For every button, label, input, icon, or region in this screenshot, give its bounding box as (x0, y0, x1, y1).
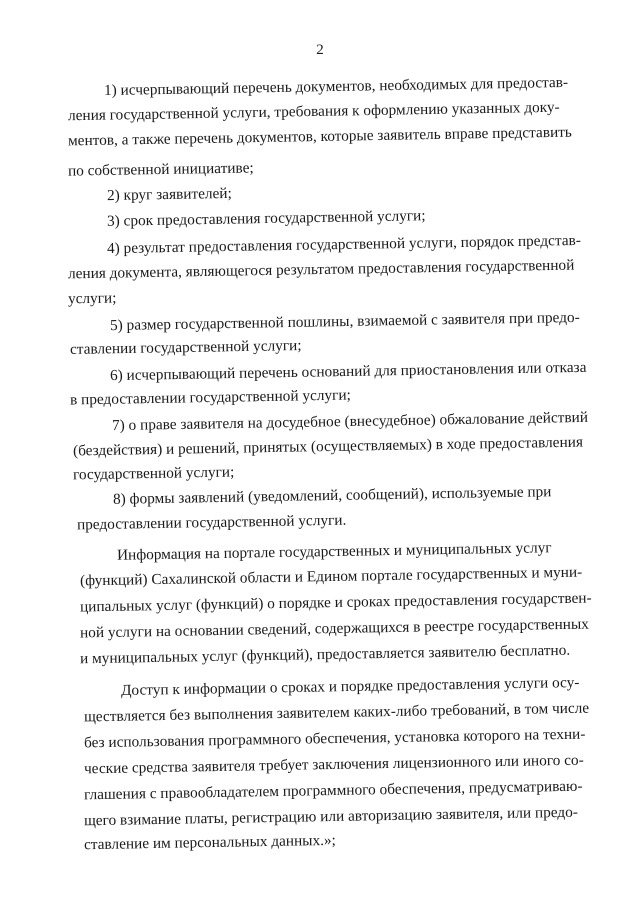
text-line: (функций) Сахалинской области и Едином портале государственных и муни- (79, 563, 583, 590)
text-line: ной услуги на основании сведений, содержащихся в реестре государственных (79, 615, 589, 642)
text-line: ления государственной услуги, требования к оформлению указанных доку- (67, 98, 560, 125)
text-line: 5) размер государственной пошлины, взимаемой с заявителя при предо- (109, 308, 580, 335)
text-line: предоставлении государственной услуги. (76, 511, 347, 534)
text-line: без использования программного обеспечения, установка которого на техни- (83, 725, 586, 752)
text-line: ставление им персональных данных.»; (83, 831, 337, 854)
text-line: услуги; (67, 289, 117, 308)
text-line: 7) о праве заявителя на досудебное (внесудебное) обжалование действий (111, 408, 589, 435)
text-line: ческие средства заявителя требует заключения лицензионного или иного со- (83, 751, 584, 778)
text-line: 4) результат предоставления государственной услуги, порядок представ- (106, 231, 582, 258)
text-line: ществляется без выполнения заявителем каких-либо требований, в том числе (83, 699, 590, 726)
text-line: (бездействия) и решений, принятых (осуществляемых) в ходе предоставления (72, 433, 584, 460)
text-line: в предоставлении государственной услуги; (69, 386, 351, 409)
text-line: 1) исчерпывающий перечень документов, необходимых для предостав- (103, 73, 569, 100)
page-number: 2 (316, 42, 324, 58)
text-line: государственной услуги; (72, 463, 235, 484)
text-line: ментов, а также перечень документов, которые заявитель вправе представить (67, 123, 572, 150)
text-line: ципальных услуг (функций) о порядке и сроках предоставления государствен- (79, 589, 592, 616)
text-line: 3) срок предоставления государственной услуги; (106, 207, 426, 230)
text-line: щего взимание платы, регистрацию или авторизацию заявителя, или предо- (83, 803, 579, 830)
text-line: ления документа, являющегося результатом предоставления государственной (67, 256, 575, 283)
text-line: Доступ к информации о сроках и порядке предоставления услуги осу- (120, 674, 580, 699)
text-line: и муниципальных услуг (функций), предоставляется заявителю бесплатно. (79, 641, 571, 668)
text-line: ставлении государственной услуги; (69, 336, 302, 359)
text-line: 8) формы заявлений (уведомлений, сообщений), используемые при (112, 483, 552, 508)
text-line: по собственной инициативе; (67, 159, 254, 180)
text-line: глашения с правообладателем программного обеспечения, предусматриваю- (83, 777, 583, 804)
text-line: 6) исчерпывающий перечень оснований для приостановления или отказа (109, 358, 587, 385)
text-line: 2) круг заявителей; (106, 184, 232, 205)
text-line: Информация на портале государственных и муниципальных услуг (116, 539, 552, 564)
